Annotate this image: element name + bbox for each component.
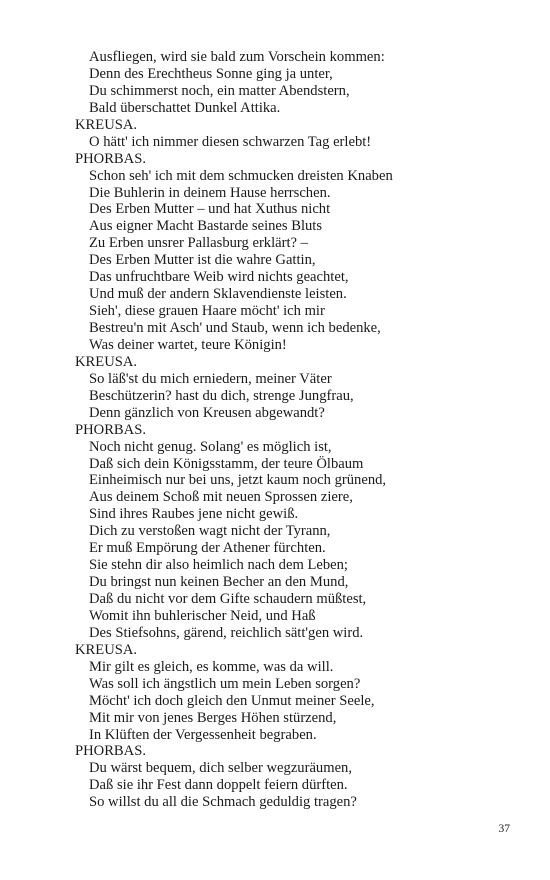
verse-line: Und muß der andern Sklavendienste leisten.: [89, 286, 347, 303]
verse-line: Ausfliegen, wird sie bald zum Vorschein kommen:: [89, 49, 385, 65]
verse-line: Daß sie ihr Fest dann doppelt feiern dürften.: [89, 777, 348, 794]
verse-line: So läß'st du mich erniedern, meiner Väter: [89, 370, 332, 387]
verse-line: Des Erben Mutter – und hat Xuthus nicht: [89, 201, 331, 218]
verse-line: Denn gänzlich von Kreusen abgewandt?: [89, 404, 325, 421]
drama-text: [75, 49, 515, 811]
verse-line: Sie stehn dir also heimlich nach dem Leben;: [89, 557, 348, 574]
verse-line: Noch nicht genug. Solang' es möglich ist,: [89, 438, 332, 455]
verse-line: Was soll ich ängstlich um mein Leben sorgen?: [89, 675, 361, 692]
verse-line: Daß du nicht vor dem Gifte schaudern müßtest,: [89, 591, 367, 607]
verse-line: Das unfruchtbare Weib wird nichts geachtet,: [89, 269, 349, 286]
verse-line: Beschützerin? hast du dich, strenge Jungfrau,: [89, 387, 354, 404]
verse-line: Aus eigner Macht Bastarde seines Bluts: [89, 218, 323, 235]
verse-line: Was deiner wartet, teure Königin!: [89, 336, 287, 353]
speaker-name: KREUSA.: [75, 353, 138, 370]
verse-line: So willst du all die Schmach geduldig tragen?: [89, 794, 357, 811]
verse-line: Womit ihn buhlerischer Neid, und Haß: [89, 607, 316, 624]
verse-line: Daß sich dein Königsstamm, der teure Ölbaum: [89, 455, 364, 472]
verse-line: Er muß Empörung der Athener fürchten.: [89, 540, 326, 557]
speaker-name: KREUSA.: [75, 641, 138, 658]
verse-line: Möcht' ich doch gleich den Unmut meiner Seele,: [89, 692, 375, 709]
verse-line: Des Stiefsohns, gärend, reichlich sätt'gen wird.: [89, 624, 364, 641]
verse-line: In Klüften der Vergessenheit begraben.: [89, 726, 317, 743]
verse-line: Du schimmerst noch, ein matter Abendstern,: [89, 82, 350, 99]
speaker-name: PHORBAS.: [75, 743, 146, 760]
verse-line: Sieh', diese grauen Haare möcht' ich mir: [89, 303, 325, 320]
speaker-name: PHORBAS.: [75, 421, 146, 438]
verse-line: Mit mir von jenes Berges Höhen stürzend,: [89, 709, 337, 726]
page-number: 37: [498, 823, 510, 835]
speaker-name: PHORBAS.: [75, 150, 146, 167]
verse-line: Bestreu'n mit Asch' und Staub, wenn ich bedenke,: [89, 320, 381, 336]
verse-line: Bald überschattet Dunkel Attika.: [89, 99, 281, 116]
verse-line: Dich zu verstoßen wagt nicht der Tyrann,: [89, 523, 331, 540]
speaker-name: KREUSA.: [75, 116, 138, 133]
verse-line: Die Buhlerin in deinem Hause herrschen.: [89, 184, 331, 201]
verse-line: Mir gilt es gleich, es komme, was da will.: [89, 658, 334, 675]
verse-line: Denn des Erechtheus Sonne ging ja unter,: [89, 65, 333, 82]
verse-line: Zu Erben unsrer Pallasburg erklärt? –: [89, 235, 308, 252]
verse-line: Sind ihres Raubes jene nicht gewiß.: [89, 506, 299, 523]
verse-line: Du bringst nun keinen Becher an den Mund,: [89, 574, 349, 591]
verse-line: Aus deinem Schoß mit neuen Sprossen ziere,: [89, 489, 353, 506]
verse-line: Einheimisch nur bei uns, jetzt kaum noch grünend,: [89, 472, 387, 489]
verse-line: Des Erben Mutter ist die wahre Gattin,: [89, 252, 316, 269]
verse-line: Du wärst bequem, dich selber wegzuräumen,: [89, 760, 353, 777]
verse-line: Schon seh' ich mit dem schmucken dreisten Knaben: [89, 167, 393, 184]
verse-line: O hätt' ich nimmer diesen schwarzen Tag erlebt!: [89, 133, 372, 150]
